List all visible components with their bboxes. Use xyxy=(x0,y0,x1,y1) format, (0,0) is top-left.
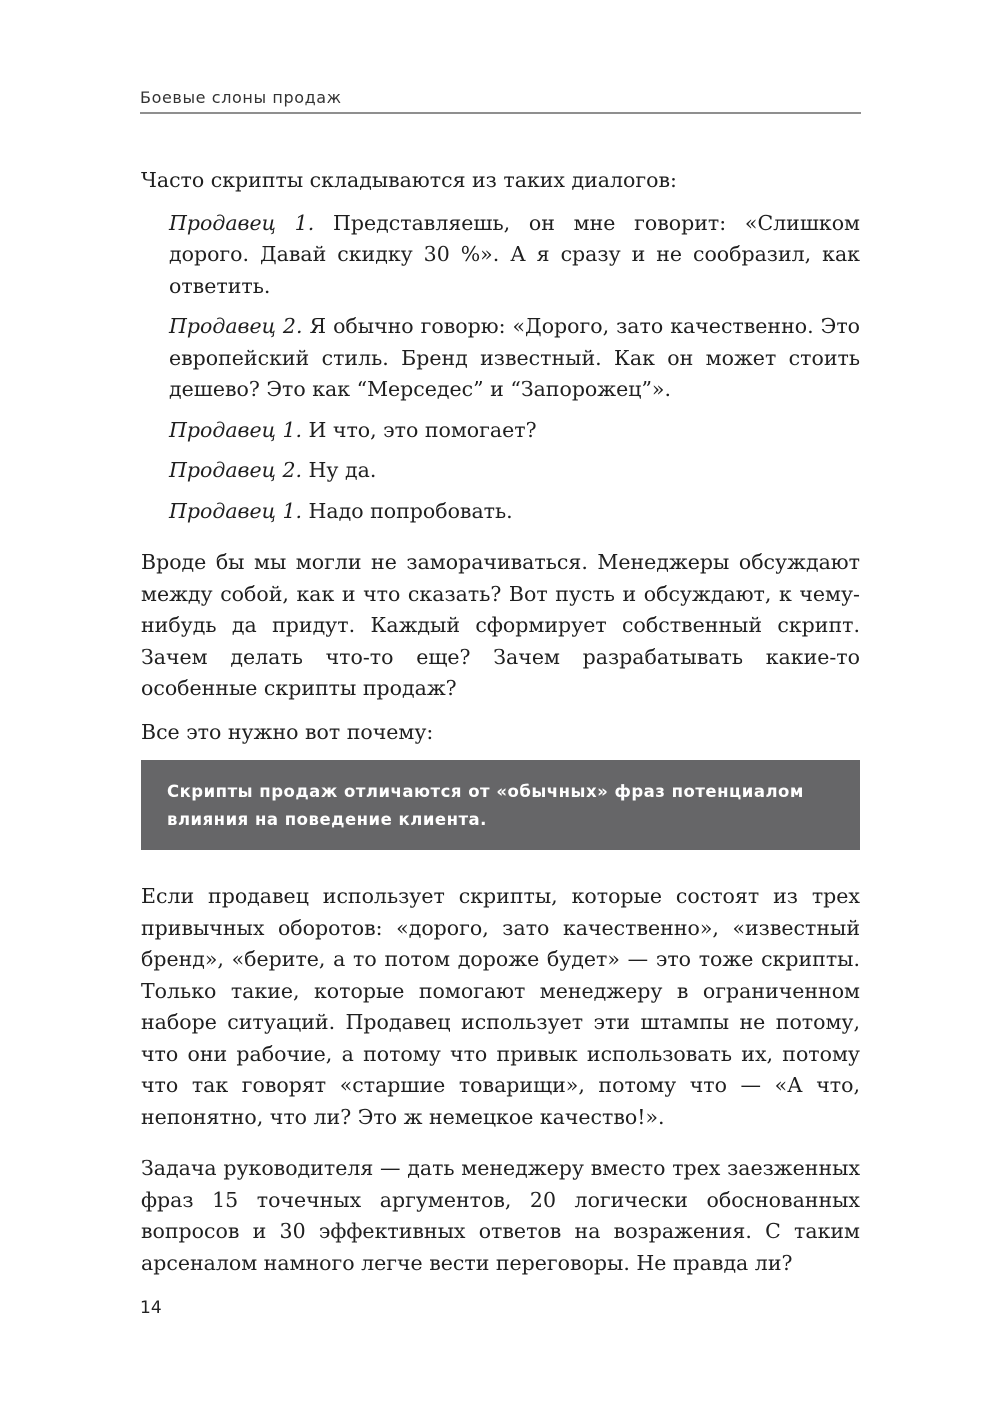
callout-text: Скрипты продаж отличаются от «обычных» фраз потенциалом влияния на поведение клиента. xyxy=(167,782,804,829)
running-head: Боевые слоны продаж xyxy=(140,88,342,107)
dialog-speaker: Продавец 1. xyxy=(169,417,302,442)
body-paragraph: Все это нужно вот почему: xyxy=(141,719,434,744)
dialog-line xyxy=(169,496,860,528)
dialog-line xyxy=(169,455,860,487)
dialog-text: Я обычно говорю: «Дорого, зато качественно. Это европейский стиль. Бренд известный. Как он может стоить дешево? Это как “Мерседес” и “Запорожец”». xyxy=(169,314,860,401)
page-number: 14 xyxy=(140,1298,162,1318)
dialog-speaker: Продавец 2. xyxy=(169,458,302,482)
dialog-speaker: Продавец 1. xyxy=(169,498,302,523)
dialog-text: Представляешь, он мне говорит: «Слишком дорого. Давай скидку 30 %». А я сразу и не сообразил, как ответить. xyxy=(169,210,860,298)
intro-paragraph: Часто скрипты складываются из таких диалогов: xyxy=(141,168,677,192)
page-body xyxy=(141,165,860,1279)
body-paragraph: Задача руководителя — дать менеджеру вместо трех заезженных фраз 15 точечных аргументов, 20 логически обоснованных вопросов и 30 эффективных ответов на возражения. С таким арсеналом намного легче вести переговоры. Не правда ли? xyxy=(141,1156,860,1275)
dialog-speaker: Продавец 1. xyxy=(169,210,315,235)
dialog-text: Ну да. xyxy=(302,458,377,482)
body-paragraph: Если продавец использует скрипты, которые состоят из трех привычных оборотов: «дорого, зато качественно», «известный бренд», «берите, а то потом дороже будет» — это тоже скрипты. Только такие, которые помогают менеджеру в ограниченном наборе ситуаций. Продавец использует эти штампы не потому, что они рабочие, а потому что привык использовать их, потому что так говорят «старшие товарищи», потому что — «А что, непонятно, что ли? Это ж немецкое качество!». xyxy=(141,884,860,1129)
dialog-line xyxy=(169,415,860,447)
dialog-line xyxy=(169,311,860,406)
highlight-callout xyxy=(141,760,860,850)
body-paragraph: Вроде бы мы могли не заморачиваться. Менеджеры обсуждают между собой, как и что сказать? Вот пусть и обсуждают, к чему-нибудь да придут. Каждый сформирует собственный скрипт. Зачем делать что-то еще? Зачем разрабатывать какие-то особенные скрипты продаж? xyxy=(141,550,860,700)
dialog-line xyxy=(169,208,860,303)
dialog-speaker: Продавец 2. xyxy=(169,314,303,338)
dialog-text: И что, это помогает? xyxy=(302,417,537,442)
dialog-text: Надо попробовать. xyxy=(302,498,513,523)
dialog-block xyxy=(141,208,860,528)
header-divider xyxy=(140,112,861,114)
